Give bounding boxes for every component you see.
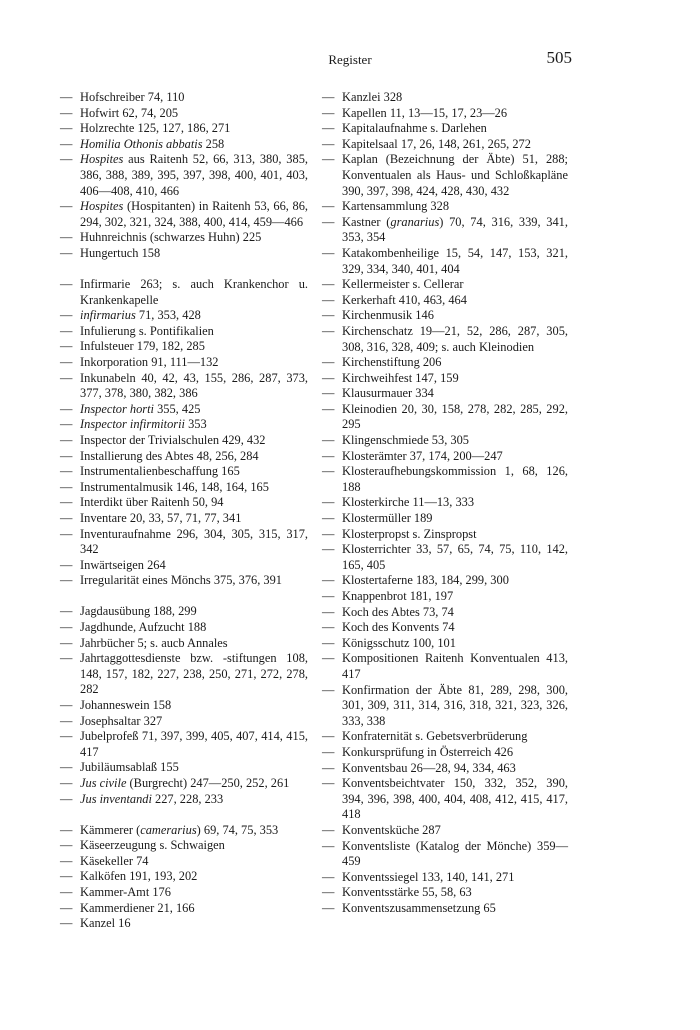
index-entry: — Königsschutz 100, 101 bbox=[322, 636, 568, 652]
index-column-left bbox=[60, 90, 308, 932]
index-entry: — Kapellen 11, 13—15, 17, 23—26 bbox=[322, 106, 568, 122]
index-entry: — Hungertuch 158 bbox=[60, 246, 308, 262]
index-entry: — Konventsbau 26—28, 94, 334, 463 bbox=[322, 761, 568, 777]
index-entry: — Inspector der Trivialschulen 429, 432 bbox=[60, 433, 308, 449]
page-header bbox=[0, 0, 700, 80]
index-entry: — Jubelprofeß 71, 397, 399, 405, 407, 414, 415, 417 bbox=[60, 729, 308, 760]
index-entry: — Installierung des Abtes 48, 256, 284 bbox=[60, 449, 308, 465]
index-entry: — Instrumentalienbeschaffung 165 bbox=[60, 464, 308, 480]
index-entry: — Kleinodien 20, 30, 158, 278, 282, 285, 292, 295 bbox=[322, 402, 568, 433]
index-entry: — Konventsbeichtvater 150, 332, 352, 390, 394, 396, 398, 400, 404, 408, 412, 415, 417, 418 bbox=[322, 776, 568, 823]
running-title: Register bbox=[328, 52, 372, 67]
letter-group-gap bbox=[60, 807, 308, 823]
index-entry: — Jubiläumsablaß 155 bbox=[60, 760, 308, 776]
index-entry: — Interdikt über Raitenh 50, 94 bbox=[60, 495, 308, 511]
index-entry: — Knappenbrot 181, 197 bbox=[322, 589, 568, 605]
index-entry: — Inwärtseigen 264 bbox=[60, 558, 308, 574]
index-entry: — Konventszusammensetzung 65 bbox=[322, 901, 568, 917]
index-entry: — Klingenschmiede 53, 305 bbox=[322, 433, 568, 449]
index-entry: — Inkunabeln 40, 42, 43, 155, 286, 287, 373, 377, 378, 380, 382, 386 bbox=[60, 371, 308, 402]
index-entry: — Käsekeller 74 bbox=[60, 854, 308, 870]
index-entry: — Huhnreichnis (schwarzes Huhn) 225 bbox=[60, 230, 308, 246]
index-entry: — Kompositionen Raitenh Konventualen 413, 417 bbox=[322, 651, 568, 682]
index-entry: — Jus civile (Burgrecht) 247—250, 252, 261 bbox=[60, 776, 308, 792]
index-entry: — Infulsteuer 179, 182, 285 bbox=[60, 339, 308, 355]
index-entry: — Jagdausübung 188, 299 bbox=[60, 604, 308, 620]
index-entry: — Inventuraufnahme 296, 304, 305, 315, 317, 342 bbox=[60, 527, 308, 558]
index-entry: — Kaplan (Bezeichnung der Äbte) 51, 288; Konventualen als Haus- und Schloßkapläne 390, 397, 398, 424, 428, 430, 432 bbox=[322, 152, 568, 199]
index-entry: — Josephsaltar 327 bbox=[60, 714, 308, 730]
index-entry: — Kirchweihfest 147, 159 bbox=[322, 371, 568, 387]
letter-group-gap bbox=[60, 589, 308, 605]
index-entry: — Johanneswein 158 bbox=[60, 698, 308, 714]
index-entry: — Klosterämter 37, 174, 200—247 bbox=[322, 449, 568, 465]
index-entry: — Hofwirt 62, 74, 205 bbox=[60, 106, 308, 122]
index-entry: — Kanzel 16 bbox=[60, 916, 308, 932]
index-entry: — Konfraternität s. Gebetsverbrüderung bbox=[322, 729, 568, 745]
index-entry: — Homilia Othonis abbatis 258 bbox=[60, 137, 308, 153]
index-entry: — Kirchenstiftung 206 bbox=[322, 355, 568, 371]
index-entry: — Kellermeister s. Cellerar bbox=[322, 277, 568, 293]
index-entry: — Konventsküche 287 bbox=[322, 823, 568, 839]
index-entry: — Jagdhunde, Aufzucht 188 bbox=[60, 620, 308, 636]
index-entry: — Konkursprüfung in Österreich 426 bbox=[322, 745, 568, 761]
index-entry: — Kapitalaufnahme s. Darlehen bbox=[322, 121, 568, 137]
index-entry: — Kirchenschatz 19—21, 52, 286, 287, 305, 308, 316, 328, 409; s. auch Kleinodien bbox=[322, 324, 568, 355]
index-entry: — Hospites (Hospitanten) in Raitenh 53, 66, 86, 294, 302, 321, 324, 388, 400, 414, 459—466 bbox=[60, 199, 308, 230]
index-entry: — Kerkerhaft 410, 463, 464 bbox=[322, 293, 568, 309]
index-entry: — Infulierung s. Pontifikalien bbox=[60, 324, 308, 340]
index-entry: — Klosterrichter 33, 57, 65, 74, 75, 110, 142, 165, 405 bbox=[322, 542, 568, 573]
index-entry: — Kämmerer (camerarius) 69, 74, 75, 353 bbox=[60, 823, 308, 839]
index-entry: — Kirchenmusik 146 bbox=[322, 308, 568, 324]
index-entry: — Katakombenheilige 15, 54, 147, 153, 321, 329, 334, 340, 401, 404 bbox=[322, 246, 568, 277]
index-entry: — Kastner (granarius) 70, 74, 316, 339, 341, 353, 354 bbox=[322, 215, 568, 246]
index-entry: — Jahrtaggottesdienste bzw. -stiftungen 108, 148, 157, 182, 227, 238, 250, 271, 272, 278, 282 bbox=[60, 651, 308, 698]
index-entry: — Kalköfen 191, 193, 202 bbox=[60, 869, 308, 885]
index-entry: — Kapitelsaal 17, 26, 148, 261, 265, 272 bbox=[322, 137, 568, 153]
index-entry: — Kanzlei 328 bbox=[322, 90, 568, 106]
page-number: 505 bbox=[546, 48, 572, 67]
index-entry: — Holzrechte 125, 127, 186, 271 bbox=[60, 121, 308, 137]
index-entry: — infirmarius 71, 353, 428 bbox=[60, 308, 308, 324]
letter-group-gap bbox=[60, 262, 308, 278]
index-entry: — Klosteraufhebungskommission 1, 68, 126, 188 bbox=[322, 464, 568, 495]
index-entry: — Klausurmauer 334 bbox=[322, 386, 568, 402]
index-entry: — Klosterkirche 11—13, 333 bbox=[322, 495, 568, 511]
index-entry: — Konventsstärke 55, 58, 63 bbox=[322, 885, 568, 901]
index-entry: — Inspector infirmitorii 353 bbox=[60, 417, 308, 433]
index-entry: — Klostertaferne 183, 184, 299, 300 bbox=[322, 573, 568, 589]
index-entry: — Konventsliste (Katalog der Mönche) 359—459 bbox=[322, 839, 568, 870]
index-entry: — Konventssiegel 133, 140, 141, 271 bbox=[322, 870, 568, 886]
index-entry: — Klosterpropst s. Zinspropst bbox=[322, 527, 568, 543]
index-entry: — Klostermüller 189 bbox=[322, 511, 568, 527]
index-entry: — Irregularität eines Mönchs 375, 376, 391 bbox=[60, 573, 308, 589]
index-entry: — Jus inventandi 227, 228, 233 bbox=[60, 792, 308, 808]
index-entry: — Inkorporation 91, 111—132 bbox=[60, 355, 308, 371]
index-entry: — Kartensammlung 328 bbox=[322, 199, 568, 215]
index-entry: — Käseerzeugung s. Schwaigen bbox=[60, 838, 308, 854]
index-entry: — Jahrbücher 5; s. aucb Annales bbox=[60, 636, 308, 652]
index-entry: — Koch des Abtes 73, 74 bbox=[322, 605, 568, 621]
index-entry: — Inventare 20, 33, 57, 71, 77, 341 bbox=[60, 511, 308, 527]
index-entry: — Hospites aus Raitenh 52, 66, 313, 380, 385, 386, 388, 389, 395, 397, 398, 400, 401, 403, 406—408, 410, 466 bbox=[60, 152, 308, 199]
index-entry: — Infirmarie 263; s. auch Krankenchor u. Krankenkapelle bbox=[60, 277, 308, 308]
index-column-right bbox=[322, 90, 568, 916]
index-entry: — Inspector horti 355, 425 bbox=[60, 402, 308, 418]
index-entry: — Koch des Konvents 74 bbox=[322, 620, 568, 636]
index-entry: — Kammerdiener 21, 166 bbox=[60, 901, 308, 917]
index-entry: — Instrumentalmusik 146, 148, 164, 165 bbox=[60, 480, 308, 496]
index-entry: — Konfirmation der Äbte 81, 289, 298, 300, 301, 309, 311, 314, 316, 318, 321, 323, 326, 333, 338 bbox=[322, 683, 568, 730]
index-entry: — Kammer-Amt 176 bbox=[60, 885, 308, 901]
index-entry: — Hofschreiber 74, 110 bbox=[60, 90, 308, 106]
